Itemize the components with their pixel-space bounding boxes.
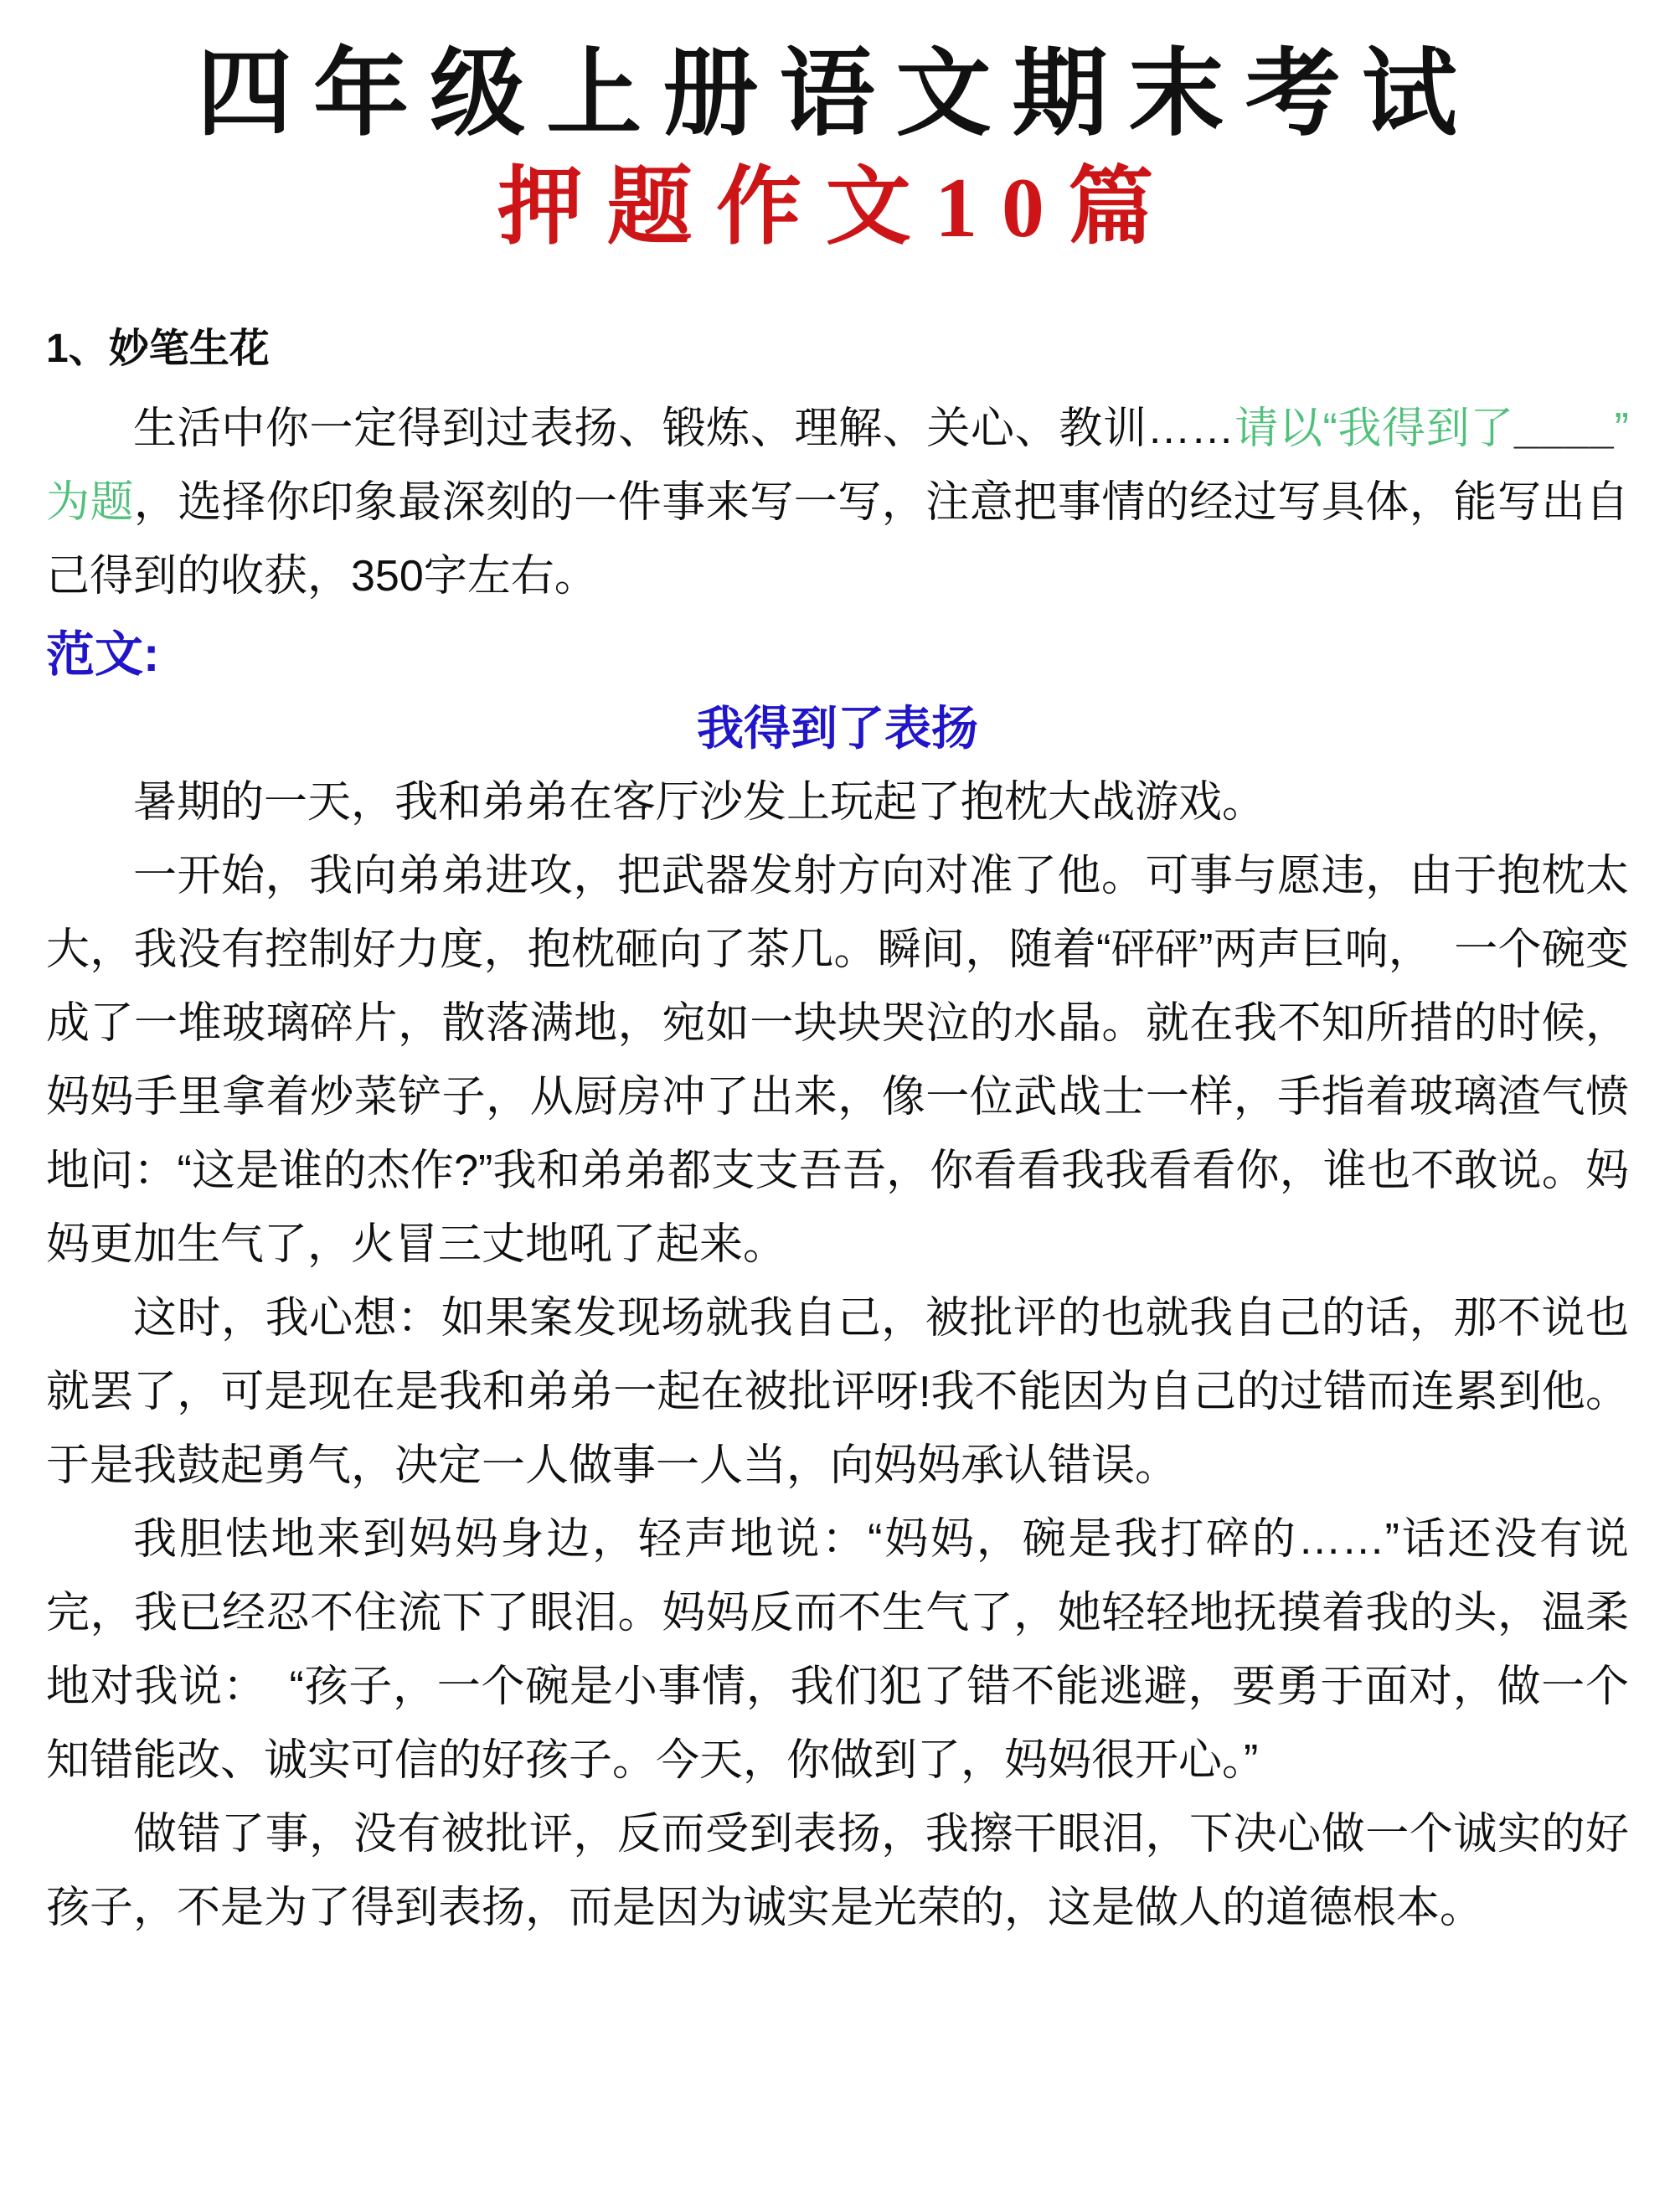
prompt-text-black-1: 生活中你一定得到过表扬、锻炼、理解、关心、教训…… <box>133 404 1234 453</box>
essay-body <box>46 766 1629 1945</box>
essay-paragraph-2: 一开始，我向弟弟进攻，把武器发射方向对准了他。可事与愿违，由于抱枕太大，我没有控制好力度，抱枕砸向了茶几。瞬间，随着“砰砰”两声巨响， 一个碗变成了一堆玻璃碎片，散落满地，宛如一块块哭泣的水晶。就在我不知所措的时候，妈妈手里拿着炒菜铲子，从厨房冲了出来，像一位武战士一样，手指着玻璃渣气愤地问：“这是谁的杰作?”我和弟弟都支支吾吾，你看看我我看看你，谁也不敢说。妈妈更加生气了，火冒三丈地吼了起来。 <box>46 851 1629 1269</box>
main-title: 四年级上册语文期末考试 <box>197 41 1478 147</box>
prompt-blank-underline: ____ <box>1513 404 1615 453</box>
sub-title-red: 押题作文10篇 <box>497 160 1178 255</box>
essay-title: 我得到了表扬 <box>697 701 978 755</box>
essay-paragraph-1: 暑期的一天，我和弟弟在客厅沙发上玩起了抱枕大战游戏。 <box>133 777 1266 827</box>
prompt-paragraph <box>46 392 1629 613</box>
prompt-text-green-2: ”为题 <box>46 404 1629 527</box>
essay-paragraph-4: 我胆怯地来到妈妈身边，轻声地说：“妈妈，碗是我打碎的……”话还没有说完，我已经忍不住流下了眼泪。妈妈反而不生气了，她轻轻地抚摸着我的头，温柔地对我说： “孩子，一个碗是小事情，我们犯了错不能逃避，要勇于面对，做一个知错能改、诚实可信的好孩子。今天，你做到了，妈妈很开心。” <box>46 1514 1629 1785</box>
prompt-text-black-2: ，选择你印象最深刻的一件事来写一写，注意把事情的经过写具体，能写出自己得到的收获，350字左右。 <box>46 477 1629 601</box>
section-heading: 1、妙笔生花 <box>46 327 270 372</box>
essay-paragraph-5: 做错了事，没有被批评，反而受到表扬，我擦干眼泪，下决心做一个诚实的好孩子，不是为了得到表扬，而是因为诚实是光荣的，这是做人的道德根本。 <box>46 1809 1629 1932</box>
essay-paragraph-3: 这时，我心想：如果案发现场就我自己，被批评的也就我自己的话，那不说也就罢了，可是现在是我和弟弟一起在被批评呀!我不能因为自己的过错而连累到他。于是我鼓起勇气，决定一人做事一人当，向妈妈承认错误。 <box>46 1293 1629 1490</box>
prompt-text-green-1: 请以“我得到了 <box>1234 404 1514 453</box>
model-essay-label: 范文: <box>46 626 160 682</box>
